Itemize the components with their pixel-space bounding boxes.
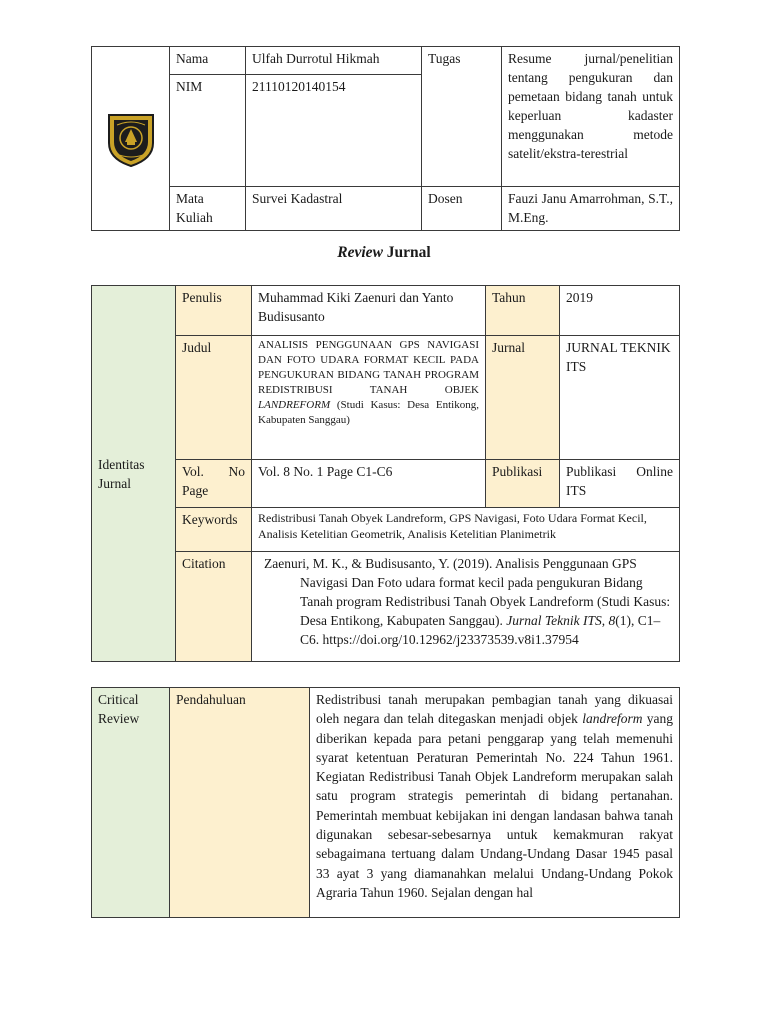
- judul-value: [252, 336, 486, 460]
- pendahuluan-label: Pendahuluan: [170, 688, 310, 918]
- publikasi-label: Publikasi: [486, 460, 560, 508]
- university-logo-cell: [92, 47, 170, 231]
- vol-label: Vol. No Page: [176, 460, 252, 508]
- vol-value: Vol. 8 No. 1 Page C1-C6: [252, 460, 486, 508]
- pendahuluan-text-italic: landreform: [582, 711, 643, 727]
- keywords-value: Redistribusi Tanah Obyek Landreform, GPS Navigasi, Foto Udara Format Kecil, Analisis Ketelitian Geometrik, Analisis Ketelitian Planimetrik: [252, 508, 680, 552]
- nama-value: Ulfah Durrotul Hikmah: [246, 47, 422, 75]
- judul-label: Judul: [176, 336, 252, 460]
- pendahuluan-text-part1: Redistribusi tanah merupakan pembagian tanah yang dikuasai oleh negara dan telah ditegaskan menjadi objek: [316, 692, 673, 727]
- penulis-value: Muhammad Kiki Zaenuri dan Yanto Budisusanto: [252, 286, 486, 336]
- title-italic: Review: [337, 244, 383, 261]
- jurnal-value: JURNAL TEKNIK ITS: [560, 336, 680, 460]
- student-info-table: [91, 46, 680, 231]
- mata-kuliah-label: Mata Kuliah: [170, 187, 246, 231]
- citation-value: [252, 552, 680, 662]
- nim-value: 21110120140154: [246, 75, 422, 187]
- judul-tail: (Studi Kasus: Desa Entikong, Kabupaten Sanggau): [258, 399, 479, 426]
- tugas-value: Resume jurnal/penelitian tentang pengukuran dan pemetaan bidang tanah untuk keperluan kadaster menggunakan metode satelit/ekstra-terestrial: [502, 47, 680, 187]
- identitas-jurnal-text: Identitas Jurnal: [98, 456, 145, 491]
- penulis-label: Penulis: [176, 286, 252, 336]
- citation-main: Zaenuri, M. K., & Budisusanto, Y. (2019). Analisis Penggunaan GPS Navigasi Dan Foto udara format kecil pada pengukuran Bidang Tanah program Redistribusi Tanah Obyek Landreform (Studi Kasus: Desa Entikong, Kabupaten Sanggau).: [264, 556, 671, 628]
- tugas-label: Tugas: [422, 47, 502, 187]
- tahun-value: 2019: [560, 286, 680, 336]
- nama-label: Nama: [170, 47, 246, 75]
- citation-tail: (1), C1–C6.: [300, 613, 661, 647]
- journal-identity-table: [91, 285, 680, 662]
- jurnal-label: Jurnal: [486, 336, 560, 460]
- citation-doi-link[interactable]: https://doi.org/10.12962/j23373539.v8i1.37954: [322, 632, 579, 647]
- dosen-label: Dosen: [422, 187, 502, 231]
- critical-review-table: [91, 687, 680, 918]
- dosen-value: Fauzi Janu Amarrohman, S.T., M.Eng.: [502, 187, 680, 231]
- title-rest: Jurnal: [382, 244, 431, 261]
- pendahuluan-text-part2: yang diberikan kepada para petani penggarap yang telah memenuhi syarat ketentuan Peraturan Pemerintah No. 224 Tahun 1961. Kegiatan Redistribusi Tanah Objek Landreform merupakan salah satu program strategis pemerintah di bidang pertanahan. Pemerintah membuat kebijakan ini dengan landasan bahwa tanah digunakan sebesar-sebesarnya untuk kemakmuran rakyat sebagaimana tertuang dalam Undang-Undang Dasar 1945 pasal 33 ayat 3 yang diamanahkan melalui Undang-Undang Pokok Agraria Tahun 1960. Sejalan dengan hal: [316, 711, 673, 900]
- judul-italic: LANDREFORM: [258, 399, 331, 411]
- citation-sep: ,: [601, 613, 609, 628]
- page-title: [0, 244, 768, 262]
- keywords-label: Keywords: [176, 508, 252, 552]
- judul-main: ANALISIS PENGGUNAAN GPS NAVIGASI DAN FOTO UDARA FORMAT KECIL PADA PENGUKURAN BIDANG TANAH PROGRAM REDISTRIBUSI TANAH OBJEK: [258, 339, 479, 396]
- university-logo: [103, 109, 159, 169]
- identitas-jurnal-label: [92, 286, 176, 662]
- citation-text: [258, 554, 673, 649]
- tahun-label: Tahun: [486, 286, 560, 336]
- critical-review-label: Critical Review: [92, 688, 170, 918]
- citation-label: Citation: [176, 552, 252, 662]
- publikasi-value: Publikasi Online ITS: [560, 460, 680, 508]
- citation-vol: 8: [608, 613, 616, 628]
- nim-label: NIM: [170, 75, 246, 187]
- pendahuluan-text: [310, 688, 680, 918]
- mata-kuliah-value: Survei Kadastral: [246, 187, 422, 231]
- citation-journal: Jurnal Teknik ITS: [506, 613, 602, 628]
